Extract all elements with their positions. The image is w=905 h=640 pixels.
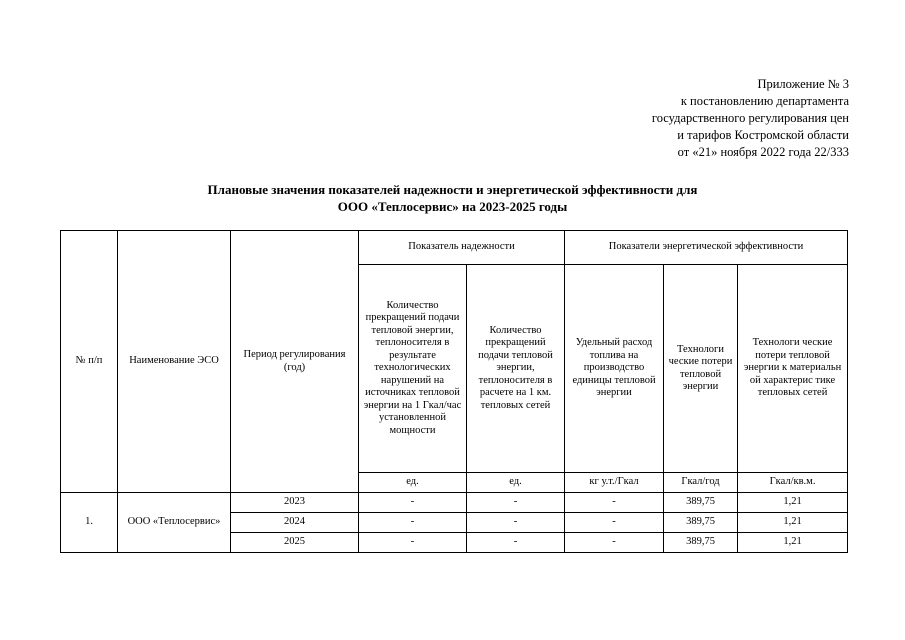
value-cell: -: [467, 493, 565, 513]
header-heat-losses: Технологи ческие потери тепловой энергии: [664, 265, 738, 473]
value-cell: -: [359, 493, 467, 513]
value-cell: 1,21: [738, 513, 848, 533]
header-num: № п/п: [61, 231, 118, 493]
header-fuel-consumption: Удельный расход топлива на производство единицы тепловой энергии: [565, 265, 664, 473]
year-cell: 2025: [231, 533, 359, 553]
appendix-line: Приложение № 3: [757, 77, 849, 91]
org-num: 1.: [61, 493, 118, 553]
appendix-line: государственного регулирования цен: [651, 111, 849, 125]
document-title: [0, 181, 905, 215]
unit-cell: Гкал/кв.м.: [738, 473, 848, 493]
value-cell: -: [359, 533, 467, 553]
value-cell: 389,75: [664, 513, 738, 533]
header-efficiency-group: Показатели энергетической эффективности: [565, 231, 848, 265]
title-line: ООО «Теплосервис» на 2023-2025 годы: [337, 199, 568, 214]
unit-cell: кг у.т./Гкал: [565, 473, 664, 493]
header-period: Период регулирования (год): [231, 231, 359, 493]
year-cell: 2024: [231, 513, 359, 533]
table-row: [61, 493, 848, 513]
header-reliability-group: Показатель надежности: [359, 231, 565, 265]
value-cell: -: [467, 513, 565, 533]
value-cell: 1,21: [738, 493, 848, 513]
unit-cell: Гкал/год: [664, 473, 738, 493]
value-cell: 389,75: [664, 533, 738, 553]
org-name: ООО «Теплосервис»: [118, 493, 231, 553]
header-stop-sources: Количество прекращений подачи тепловой энергии, теплоносителя в результате технологических нарушений на источниках тепловой энергии на 1 Гкал/час установленной мощности: [359, 265, 467, 473]
header-stop-networks: Количество прекращений подачи тепловой энергии, теплоносителя в расчете на 1 км. тепловых сетей: [467, 265, 565, 473]
title-line: Плановые значения показателей надежности и энергетической эффективности для: [207, 182, 698, 197]
value-cell: 389,75: [664, 493, 738, 513]
year-cell: 2023: [231, 493, 359, 513]
header-material-losses: Технологи ческие потери тепловой энергии к материальн ой характерис тике тепловых сетей: [738, 265, 848, 473]
value-cell: 1,21: [738, 533, 848, 553]
appendix-line: от «21» ноября 2022 года 22/333: [677, 145, 849, 159]
header-name: Наименование ЭСО: [118, 231, 231, 493]
appendix-line: к постановлению департамента: [680, 94, 849, 108]
appendix-line: и тарифов Костромской области: [677, 128, 849, 142]
value-cell: -: [565, 533, 664, 553]
value-cell: -: [565, 513, 664, 533]
unit-cell: ед.: [467, 473, 565, 493]
value-cell: -: [467, 533, 565, 553]
unit-cell: ед.: [359, 473, 467, 493]
appendix-header: [652, 76, 849, 161]
value-cell: -: [565, 493, 664, 513]
value-cell: -: [359, 513, 467, 533]
indicators-table: [60, 230, 848, 553]
